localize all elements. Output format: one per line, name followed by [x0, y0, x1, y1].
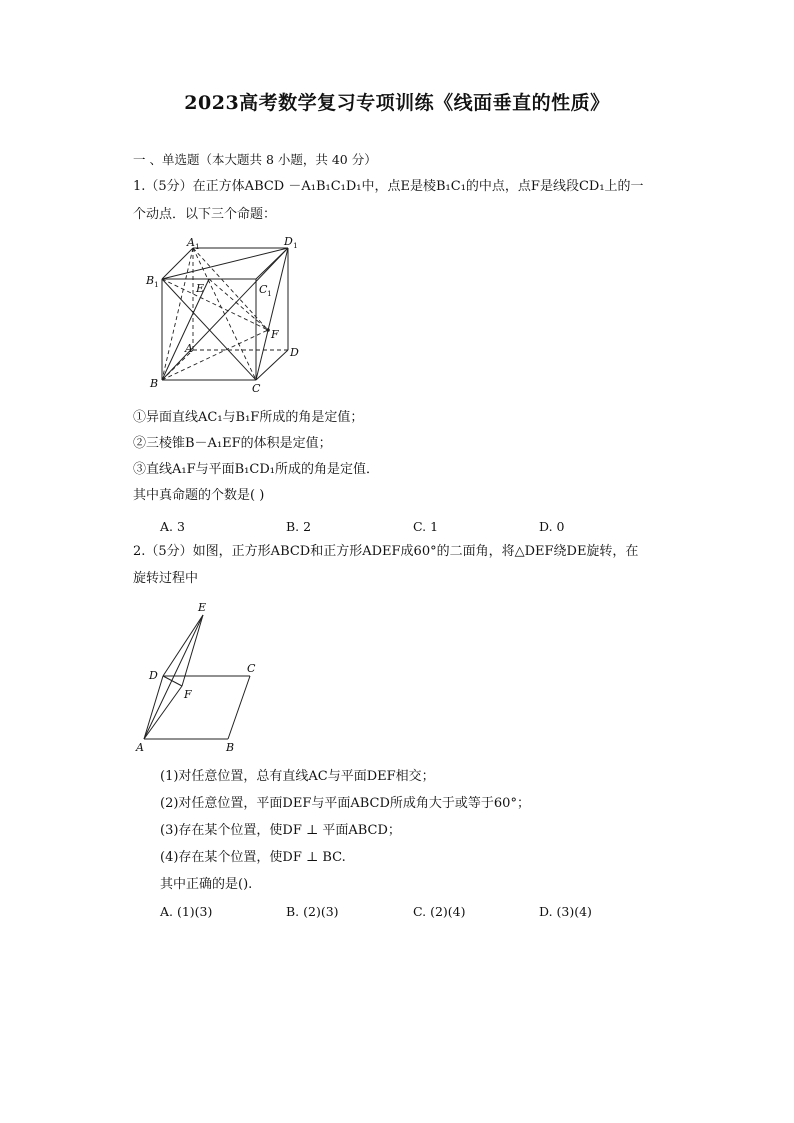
label-C: C	[247, 662, 256, 675]
label-A: A	[185, 342, 193, 355]
q1-statement-2: ②三棱锥B－A₁EF的体积是定值；	[133, 436, 332, 451]
label-B: B	[150, 377, 159, 390]
label-D: D	[290, 346, 299, 359]
q2-stem-line2: 旋转过程中	[133, 571, 199, 586]
q2-option-a[interactable]: A. (1)(3)	[160, 904, 213, 919]
q2-statement-3: (3)存在某个位置，使DF ⊥ 平面ABCD；	[160, 823, 401, 838]
q1-statement-3: ③直线A₁F与平面B₁CD₁所成的角是定值．	[133, 462, 379, 477]
q1-cube-figure	[138, 234, 313, 394]
q2-stem-line1: 2.（5分）如图，正方形ABCD和正方形ADEF成60°的二面角，将△DEF绕DE旋转，在	[133, 544, 639, 559]
label-A1-sub: 1	[195, 242, 200, 251]
q2-option-b[interactable]: B. (2)(3)	[286, 904, 339, 919]
page-title: 2023高考数学复习专项训练《线面垂直的性质》	[184, 92, 610, 114]
label-C1-sub: 1	[267, 289, 272, 298]
label-A1: A	[187, 236, 195, 249]
q1-stem-line1: 1.（5分）在正方体ABCD －A₁B₁C₁D₁中，点E是棱B₁C₁的中点，点F是线段CD₁上的一	[133, 179, 644, 194]
q2-question: 其中正确的是().	[160, 877, 253, 892]
q1-statement-1: ①异面直线AC₁与B₁F所成的角是定值；	[133, 410, 364, 425]
q1-option-c[interactable]: C. 1	[413, 519, 439, 534]
label-F: F	[271, 328, 279, 341]
q2-dihedral-figure	[130, 598, 270, 756]
q1-question: 其中真命题的个数是( )	[133, 488, 265, 503]
label-B1-sub: 1	[154, 280, 159, 289]
label-B1: B	[146, 274, 155, 287]
q2-statement-2: (2)对任意位置，平面DEF与平面ABCD所成角大于或等于60°；	[160, 796, 530, 811]
q1-option-d[interactable]: D. 0	[539, 519, 565, 534]
q1-stem-line2: 个动点．以下三个命题：	[133, 207, 277, 222]
label-E: E	[198, 601, 207, 614]
q2-statement-1: (1)对任意位置，总有直线AC与平面DEF相交；	[160, 769, 435, 784]
label-B: B	[226, 741, 235, 754]
q2-option-c[interactable]: C. (2)(4)	[413, 904, 466, 919]
q2-option-d[interactable]: D. (3)(4)	[539, 904, 592, 919]
label-C: C	[252, 382, 261, 394]
label-D1: D	[284, 235, 293, 248]
label-D1-sub: 1	[293, 241, 298, 250]
q2-statement-4: (4)存在某个位置，使DF ⊥ BC.	[160, 850, 346, 865]
label-C1: C	[259, 283, 268, 296]
section-heading: 一 、单选题（本大题共 8 小题，共 40 分）	[133, 152, 377, 167]
q1-option-a[interactable]: A. 3	[160, 519, 185, 534]
q1-option-b[interactable]: B. 2	[286, 519, 312, 534]
label-D: D	[149, 669, 158, 682]
label-F: F	[184, 688, 192, 701]
label-A: A	[136, 741, 144, 754]
label-E: E	[196, 282, 205, 295]
